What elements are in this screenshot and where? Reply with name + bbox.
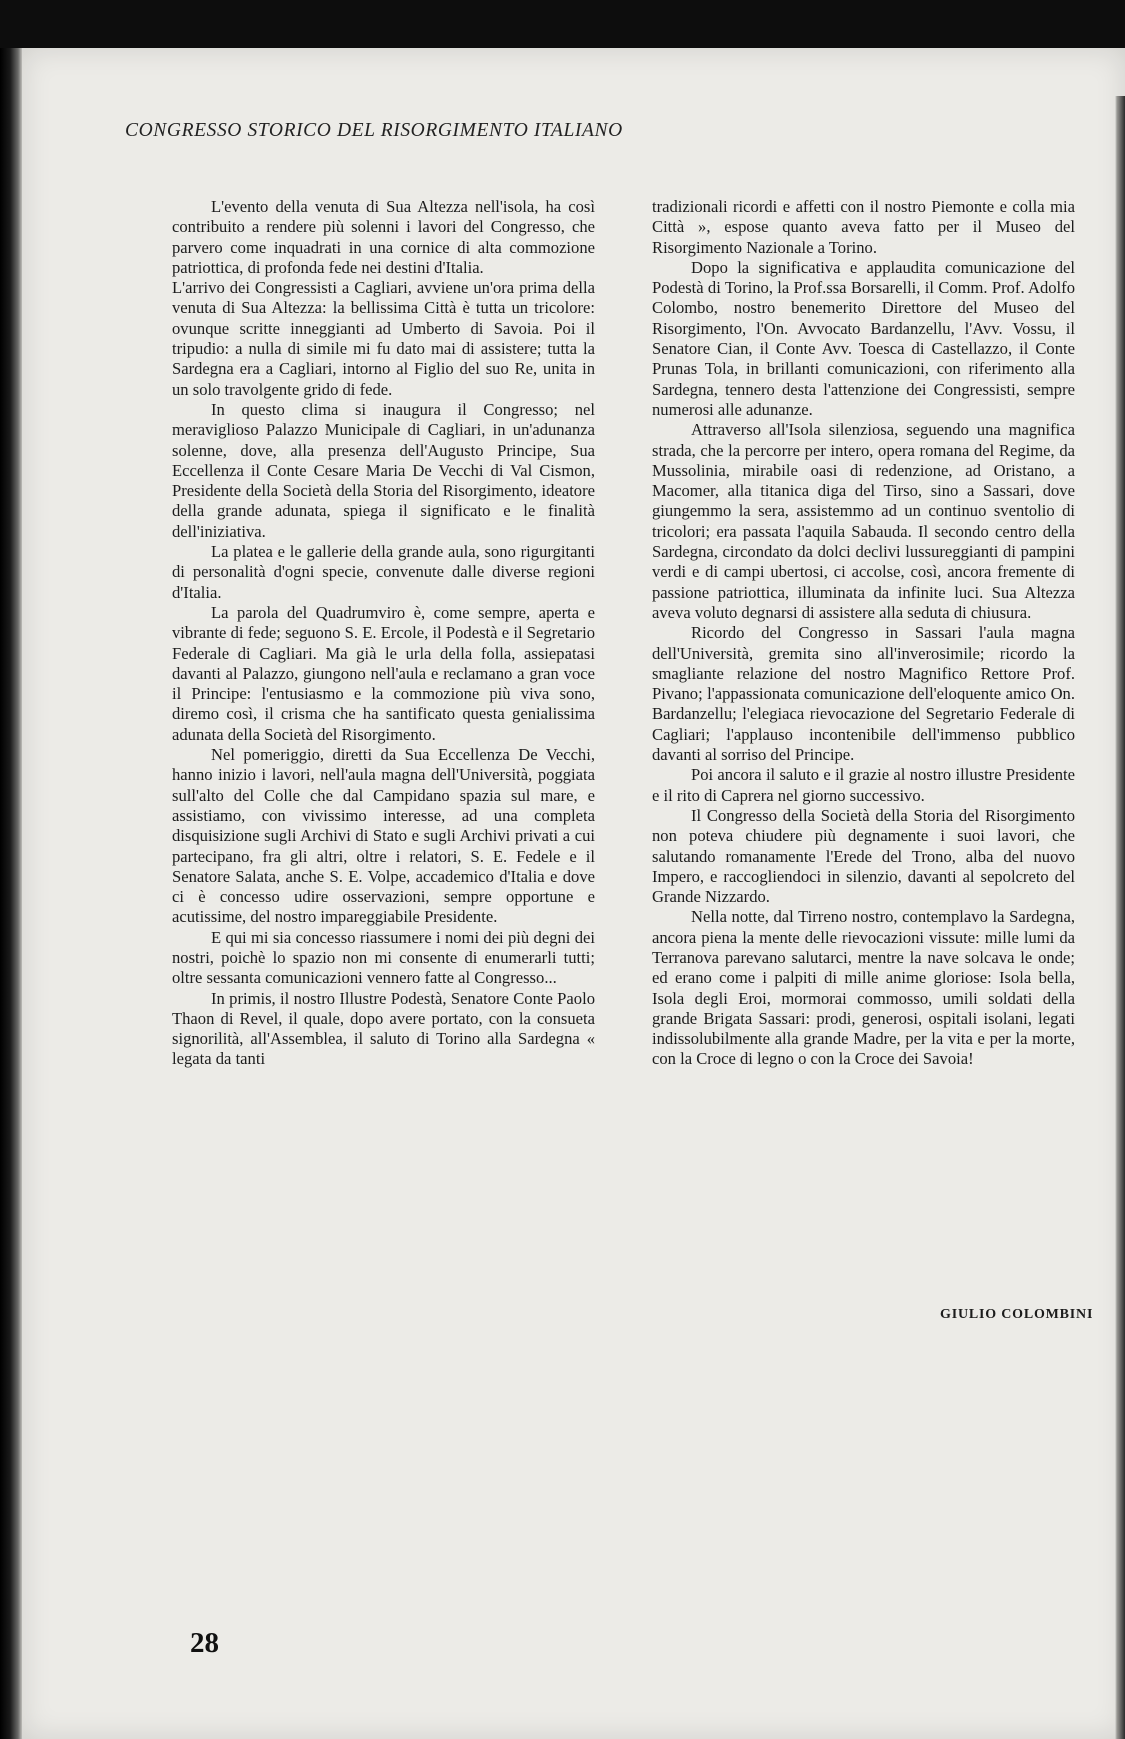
paragraph: L'evento della venuta di Sua Altezza nell'isola, ha così contribuito a rendere più solenni i lavori del Congresso, che parvero come inquadrati in una cornice di alta commozione patriottica, di profonda fede nei destini d'Italia. [172,197,595,277]
running-head: CONGRESSO STORICO DEL RISORGIMENTO ITALIANO [125,120,623,141]
page-number: 28 [190,1627,219,1659]
author-signature: GIULIO COLOMBINI [940,1307,1094,1322]
paragraph: L'arrivo dei Congressisti a Cagliari, avviene un'ora prima della venuta di Sua Altezza: la bellissima Città è tutta un tricolore: ovunque scritte inneggianti ad Umberto di Savoia. Poi il tripudio: a nulla di simile mi fu dato mai di assistere; tutta la Sardegna era a Cagliari, intorno al Figlio del suo Re, unita in un solo travolgente grido di fede. [172,278,595,399]
left-column [172,197,595,1070]
paragraph: Dopo la significativa e applaudita comunicazione del Podestà di Torino, la Prof.ssa Borsarelli, il Comm. Prof. Adolfo Colombo, nostro benemerito Direttore del Museo del Risorgimento, l'On. Avvocato Bardanzellu, l'Avv. Vossu, il Senatore Cian, il Conte Avv. Toesca di Castellazzo, il Conte Prunas Tola, in brillanti comunicazioni, con riferimento alla Sardegna, tennero desta l'attenzione dei Congressisti, sempre numerosi alle adunanze. [652,257,1075,419]
paragraph: Attraverso all'Isola silenziosa, seguendo una magnifica strada, che la percorre per intero, opera romana del Regime, da Mussolinia, mirabile oasi di redenzione, ad Oristano, a Macomer, alla titanica diga del Tirso, sino a Sassari, dove giungemmo la sera, assistemmo ad un continuo sventolio di tricolori; era passata l'aquila Sabauda. Il secondo centro della Sardegna, circondato da dolci declivi lussureggianti di pampini verdi e di campi ubertosi, ci accolse, così, ancora fremente di passione patriottica, illuminata da infinite luci. Sua Altezza aveva voluto degnarsi di assistere alla seduta di chiusura. [652,420,1075,622]
paragraph: La parola del Quadrumviro è, come sempre, aperta e vibrante di fede; seguono S. E. Ercole, il Podestà e il Segretario Federale di Cagliari. Ma già le urla della folla, assiepatasi davanti al Palazzo, giungono nell'aula e reclamano a gran voce il Principe: l'entusiasmo e la commozione più viva sono, diremo così, il crisma che ha santificato questa genialissima adunata della Società del Risorgimento. [172,602,595,744]
paragraph: In primis, il nostro Illustre Podestà, Senatore Conte Paolo Thaon di Revel, il quale, dopo avere portato, con la consueta signorilità, all'Assemblea, il saluto di Torino alla Sardegna « legata da tanti [172,988,595,1069]
paragraph: tradizionali ricordi e affetti con il nostro Piemonte e colla mia Città », espose quanto aveva fatto per il Museo del Risorgimento Nazionale a Torino. [652,197,1075,257]
paragraph: Ricordo del Congresso in Sassari l'aula magna dell'Università, gremita sino all'inverosimile; ricordo la smagliante relazione del nostro Magnifico Rettore Prof. Pivano; l'appassionata comunicazione dell'eloquente amico On. Bardanzellu; l'elegiaca rievocazione del Segretario Federale di Cagliari; l'applauso incontenibile dell'immenso pubblico davanti al sorriso del Principe. [652,623,1075,765]
paragraph: In questo clima si inaugura il Congresso; nel meraviglioso Palazzo Municipale di Cagliari, in un'adunanza solenne, dove, alla presenza dell'Augusto Principe, Sua Eccellenza il Conte Cesare Maria De Vecchi di Val Cismon, Presidente della Società della Storia del Risorgimento, ideatore della grande adunata, spiega il significato e le finalità dell'iniziativa. [172,399,595,541]
paragraph: Nella notte, dal Tirreno nostro, contemplavo la Sardegna, ancora piena la mente delle rievocazioni vissute: mille lumi da Terranova parevano salutarci, mentre la nave solcava le onde; ed erano come i palpiti di mille anime gloriose: Isola bella, Isola degli Eroi, mormorai commosso, umili soldati della grande Brigata Sassari: prodi, generosi, ospitali isolani, legati indissolubilmente alla grande Madre, per la vita e per la morte, con la Croce di legno o con la Croce dei Savoia! [652,907,1075,1069]
paragraph: Poi ancora il saluto e il grazie al nostro illustre Presidente e il rito di Caprera nel giorno successivo. [652,765,1075,805]
paragraph: Nel pomeriggio, diretti da Sua Eccellenza De Vecchi, hanno inizio i lavori, nell'aula magna dell'Università, poggiata sull'alto del Colle che dal Campidano spazia sul mare, e assistiamo, con vivissimo interesse, ad una completa disquisizione sugli Archivi di Stato e sugli Archivi privati a cui partecipano, fra gli altri, oltre i relatori, S. E. Fedele e il Senatore Salata, anche S. E. Volpe, accademico d'Italia e dove ci è concesso udire osservazioni, sempre opportune e acutissime, del nostro impareggiabile Presidente. [172,745,595,927]
paragraph: La platea e le gallerie della grande aula, sono rigurgitanti di personalità d'ogni specie, convenute dalle diverse regioni d'Italia. [172,542,595,602]
scan-left-border [0,48,22,1739]
paragraph: Il Congresso della Società della Storia del Risorgimento non poteva chiudere più degnamente i suoi lavori, che salutando romanamente l'Erede del Trono, alba del nuovo Impero, e raccogliendoci in silenzio, davanti al sepolcreto del Grande Nizzardo. [652,805,1075,907]
right-column [652,197,1075,1070]
paragraph: E qui mi sia concesso riassumere i nomi dei più degni dei nostri, poichè lo spazio non mi consente di enumerarli tutti; oltre sessanta comunicazioni vennero fatte al Congresso... [172,927,595,988]
scan-top-border [0,0,1125,48]
scan-right-edge [1115,96,1125,1739]
